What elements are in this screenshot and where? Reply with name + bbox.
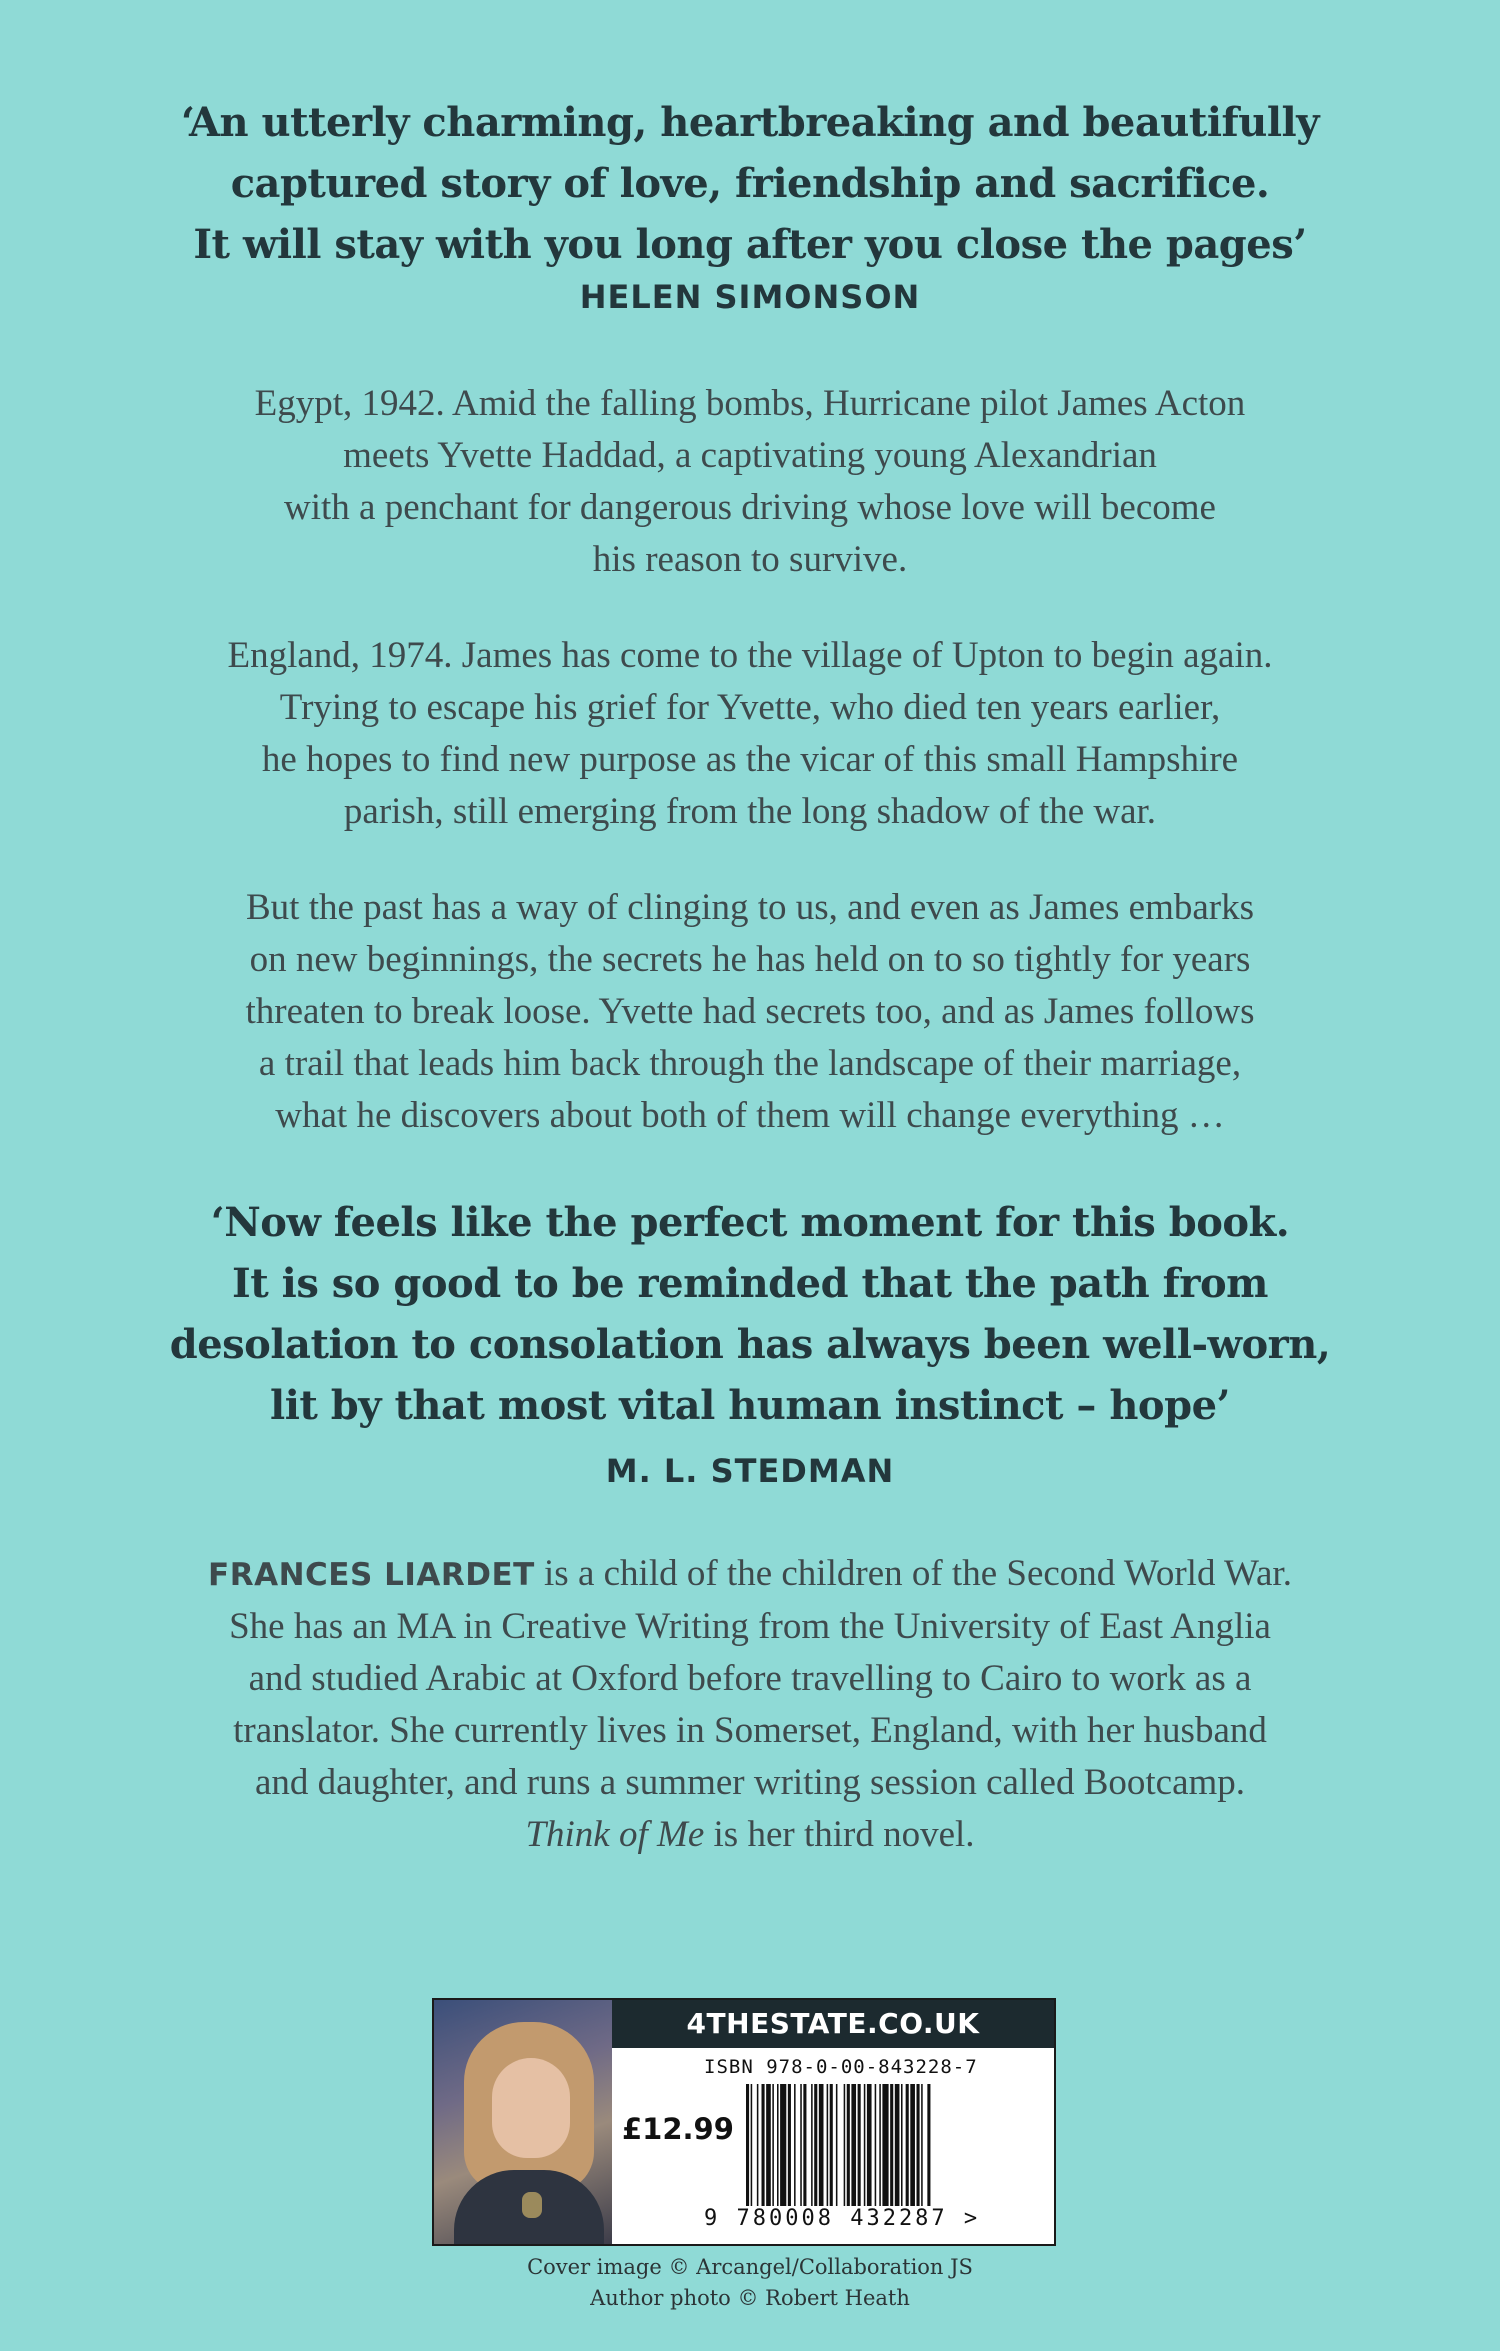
quote-attribution-simonson: HELEN SIMONSON	[579, 278, 921, 316]
quote-line: It is so good to be reminded that the path from	[232, 1260, 1268, 1307]
bio-line: translator. She currently lives in Somerset, England, with her husband	[233, 1710, 1267, 1751]
barcode-number: 9 780008 432287 >	[704, 2206, 981, 2231]
synopsis-line: But the past has a way of clinging to us, and even as James embarks	[245, 887, 1254, 928]
bio-line: and studied Arabic at Oxford before travelling to Cairo to work as a	[248, 1658, 1252, 1699]
review-quote-stedman	[0, 1192, 1500, 1436]
barcode-icon	[746, 2084, 1036, 2206]
synopsis-paragraph-secrets	[0, 882, 1500, 1142]
synopsis-paragraph-egypt	[0, 378, 1500, 586]
book-title: Think of Me	[525, 1814, 705, 1855]
synopsis-line: his reason to survive.	[592, 539, 908, 580]
barcode-panel	[432, 1998, 1056, 2246]
synopsis-line: Egypt, 1942. Amid the falling bombs, Hurricane pilot James Acton	[254, 383, 1246, 424]
synopsis-line: on new beginnings, the secrets he has held on to so tightly for years	[249, 939, 1251, 980]
bio-line: She has an MA in Creative Writing from the University of East Anglia	[229, 1606, 1271, 1647]
synopsis-paragraph-england	[0, 630, 1500, 838]
quote-line: lit by that most vital human instinct – hope’	[270, 1382, 1230, 1429]
author-biography	[0, 1548, 1500, 1861]
publisher-website: 4THESTATE.CO.UK	[612, 2000, 1054, 2048]
quote-line: ‘An utterly charming, heartbreaking and beautifully	[181, 99, 1319, 146]
quote-line: captured story of love, friendship and sacrifice.	[230, 160, 1270, 207]
author-name: FRANCES LIARDET	[208, 1557, 535, 1593]
bio-line: and daughter, and runs a summer writing session called Bootcamp.	[254, 1762, 1246, 1803]
quote-attribution-stedman: M. L. STEDMAN	[605, 1452, 895, 1490]
synopsis-line: with a penchant for dangerous driving whose love will become	[284, 487, 1216, 528]
bio-text: is a child of the children of the Second World War.	[534, 1553, 1292, 1594]
quote-line: desolation to consolation has always been well-worn,	[169, 1321, 1331, 1368]
price-label: £12.99	[622, 2112, 734, 2146]
synopsis-line: meets Yvette Haddad, a captivating young Alexandrian	[343, 435, 1157, 476]
bio-line	[0, 1809, 1500, 1861]
image-credits	[0, 2252, 1500, 2314]
quote-line: It will stay with you long after you close the pages’	[193, 221, 1307, 268]
synopsis-line: Trying to escape his grief for Yvette, who died ten years earlier,	[279, 687, 1221, 728]
synopsis-line: what he discovers about both of them will change everything …	[275, 1095, 1225, 1136]
synopsis-line: threaten to break loose. Yvette had secrets too, and as James follows	[245, 991, 1255, 1032]
review-quote-simonson	[0, 92, 1500, 275]
synopsis-line: England, 1974. James has come to the village of Upton to begin again.	[227, 635, 1273, 676]
synopsis-line: parish, still emerging from the long shadow of the war.	[343, 791, 1157, 832]
synopsis-line: a trail that leads him back through the landscape of their marriage,	[258, 1043, 1242, 1084]
cover-credit: Cover image © Arcangel/Collaboration JS	[527, 2255, 973, 2279]
author-photo	[434, 2000, 612, 2244]
photo-credit: Author photo © Robert Heath	[590, 2286, 910, 2310]
isbn-label: ISBN 978-0-00-843228-7	[704, 2056, 978, 2078]
bio-line	[0, 1548, 1500, 1601]
synopsis-line: he hopes to find new purpose as the vicar of this small Hampshire	[261, 739, 1239, 780]
bio-text: is her third novel.	[704, 1814, 975, 1855]
quote-line: ‘Now feels like the perfect moment for this book.	[210, 1199, 1290, 1246]
